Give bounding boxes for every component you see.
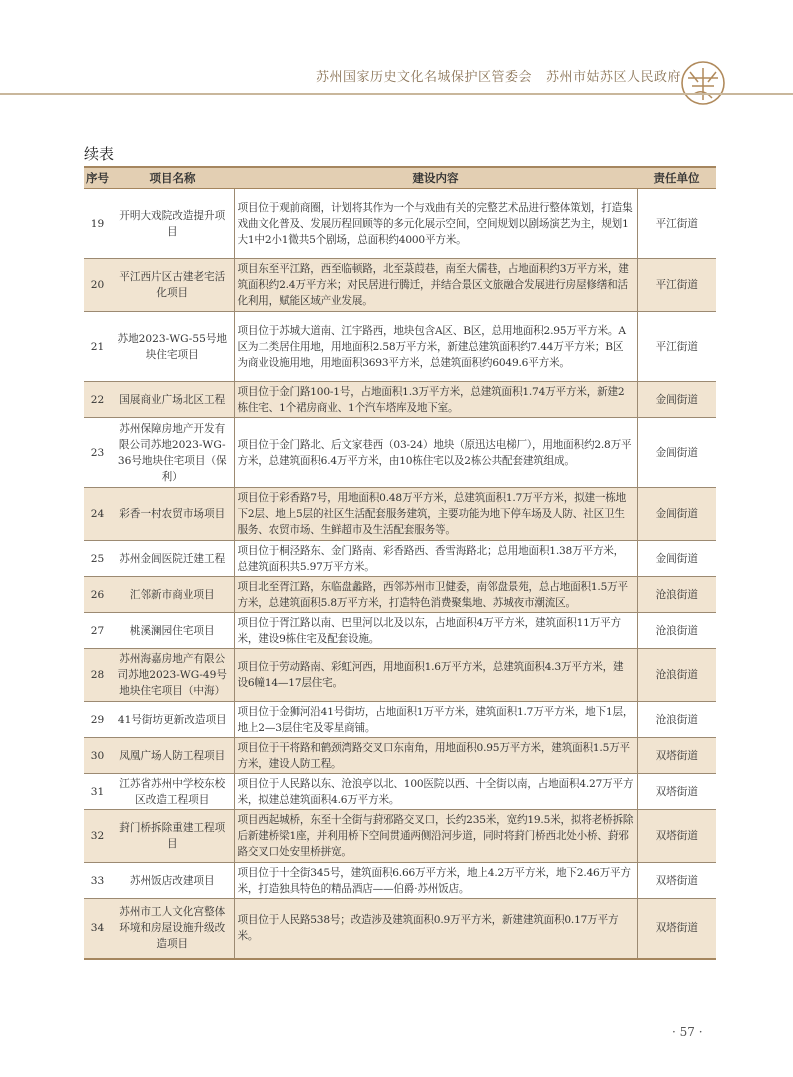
table-row bbox=[84, 382, 716, 418]
row-no: 28 bbox=[84, 649, 111, 702]
row-description: 项目位于金狮河沿41号街坊，占地面积1万平方米，建筑面积1.7万平方米，地下1层，地上2—3层住宅及零星商铺。 bbox=[234, 702, 637, 738]
row-description: 项目位于彩香路7号，用地面积0.48万平方米，总建筑面积1.7万平方米，拟建一栋地下2层、地上5层的社区生活配套服务建筑，主要功能为地下停车场及人防、社区卫生服务、农贸市场、生鲜超市及生活配套服务等。 bbox=[234, 488, 637, 541]
row-unit: 沧浪街道 bbox=[637, 702, 716, 738]
row-no: 30 bbox=[84, 738, 111, 774]
row-description: 项目位于人民路538号；改造涉及建筑面积0.9万平方米，新建建筑面积0.17万平方米。 bbox=[234, 899, 637, 959]
running-header bbox=[316, 66, 695, 85]
row-project-name: 汇邻新市商业项目 bbox=[111, 577, 234, 613]
row-no: 22 bbox=[84, 382, 111, 418]
row-project-name: 苏州饭店改建项目 bbox=[111, 863, 234, 899]
header-cell-content: 建设内容 bbox=[234, 167, 637, 189]
row-description: 项目东至平江路，西至临顿路，北至菉葭巷，南至大儒巷，占地面积约3万平方米，建筑面积约2.4万平方米；对民居进行腾迁，并结合景区文旅融合发展进行房屋修缮和活化利用，赋能区域产业发展。 bbox=[234, 259, 637, 312]
row-description: 项目位于金门路北、后文家巷西（03-24）地块（原迅达电梯厂），用地面积约2.8万平方米，总建筑面积6.4万平方米，由10栋住宅以及2栋公共配套建筑组成。 bbox=[234, 418, 637, 488]
row-description: 项目位于胥江路以南、巴里河以北及以东，占地面积4万平方米，建筑面积11万平方米，建设9栋住宅及配套设施。 bbox=[234, 613, 637, 649]
row-unit: 双塔街道 bbox=[637, 863, 716, 899]
row-unit: 金阊街道 bbox=[637, 382, 716, 418]
row-unit: 平江街道 bbox=[637, 189, 716, 259]
continued-label: 续表 bbox=[84, 145, 115, 163]
row-unit: 金阊街道 bbox=[637, 488, 716, 541]
row-project-name: 江苏省苏州中学校东校区改造工程项目 bbox=[111, 774, 234, 810]
row-no: 32 bbox=[84, 810, 111, 863]
row-project-name: 苏州海嘉房地产有限公司苏地2023-WG-49号地块住宅项目（中海） bbox=[111, 649, 234, 702]
row-no: 34 bbox=[84, 899, 111, 959]
row-description: 项目位于观前商圈，计划将其作为一个与戏曲有关的完整艺术品进行整体策划，打造集戏曲文化普及、发展历程回顾等的多元化展示空间，空间规划以剧场演艺为主，规划1大1中2小1微共5个剧场，总面积约4000平方米。 bbox=[234, 189, 637, 259]
table-row bbox=[84, 899, 716, 959]
row-unit: 双塔街道 bbox=[637, 899, 716, 959]
table-row bbox=[84, 488, 716, 541]
table-row bbox=[84, 613, 716, 649]
row-no: 26 bbox=[84, 577, 111, 613]
row-project-name: 苏州市工人文化宫整体环境和房屋设施升级改造项目 bbox=[111, 899, 234, 959]
row-description: 项目位于金门路100-1号，占地面积1.3万平方米，总建筑面积1.74万平方米，新建2栋住宅、1个裙房商业、1个汽车塔库及地下室。 bbox=[234, 382, 637, 418]
row-unit: 双塔街道 bbox=[637, 810, 716, 863]
table-row bbox=[84, 541, 716, 577]
header-org-2: 苏州市姑苏区人民政府 bbox=[546, 70, 682, 85]
table-row bbox=[84, 863, 716, 899]
row-project-name: 彩香一村农贸市场项目 bbox=[111, 488, 234, 541]
row-project-name: 国展商业广场北区工程 bbox=[111, 382, 234, 418]
table-row bbox=[84, 738, 716, 774]
page-number: · 57 · bbox=[672, 1025, 703, 1039]
row-no: 33 bbox=[84, 863, 111, 899]
row-no: 19 bbox=[84, 189, 111, 259]
row-project-name: 苏州金阊医院迁建工程 bbox=[111, 541, 234, 577]
table-row bbox=[84, 189, 716, 259]
header-cell-no: 序号 bbox=[84, 167, 111, 189]
row-description: 项目北至胥江路，东临盘蠡路，西邻苏州市卫健委，南邻盘景苑，总占地面积1.5万平方米，总建筑面积5.8万平方米，打造特色消费聚集地、苏城夜市潮流区。 bbox=[234, 577, 637, 613]
table-row bbox=[84, 649, 716, 702]
table-row bbox=[84, 774, 716, 810]
row-project-name: 苏州保障房地产开发有限公司苏地2023-WG-36号地块住宅项目（保利） bbox=[111, 418, 234, 488]
row-no: 21 bbox=[84, 312, 111, 382]
table-row bbox=[84, 312, 716, 382]
table-row bbox=[84, 259, 716, 312]
row-description: 项目位于干将路和鹤颈湾路交叉口东南角，用地面积0.95万平方米，建筑面积1.5万平方米，建设人防工程。 bbox=[234, 738, 637, 774]
row-unit: 平江街道 bbox=[637, 312, 716, 382]
row-unit: 双塔街道 bbox=[637, 774, 716, 810]
row-no: 25 bbox=[84, 541, 111, 577]
row-no: 31 bbox=[84, 774, 111, 810]
row-no: 20 bbox=[84, 259, 111, 312]
gusu-seal-logo bbox=[680, 60, 726, 106]
row-no: 24 bbox=[84, 488, 111, 541]
row-description: 项目位于十全街345号，建筑面积6.66万平方米，地上4.2万平方米，地下2.46万平方米，打造独具特色的精品酒店——伯爵·苏州饭店。 bbox=[234, 863, 637, 899]
row-unit: 金阊街道 bbox=[637, 541, 716, 577]
row-unit: 双塔街道 bbox=[637, 738, 716, 774]
row-no: 27 bbox=[84, 613, 111, 649]
row-unit: 沧浪街道 bbox=[637, 613, 716, 649]
project-table bbox=[84, 166, 716, 960]
row-project-name: 开明大戏院改造提升项目 bbox=[111, 189, 234, 259]
row-description: 项目位于人民路以东、沧浪亭以北、100医院以西、十全街以南，占地面积4.27万平方米，拟建总建筑面积4.6万平方米。 bbox=[234, 774, 637, 810]
row-description: 项目西起城桥，东至十全街与葑邪路交叉口，长约235米，宽约19.5米，拟将老桥拆除后新建桥梁1座，并利用桥下空间贯通两侧沿河步道，同时将葑门桥西北处小桥、葑邪路交叉口处安里桥拼宽。 bbox=[234, 810, 637, 863]
row-description: 项目位于桐泾路东、金门路南、彩香路西、香雪海路北；总用地面积1.38万平方米，总建筑面积共5.97万平方米。 bbox=[234, 541, 637, 577]
row-no: 29 bbox=[84, 702, 111, 738]
row-project-name: 41号街坊更新改造项目 bbox=[111, 702, 234, 738]
row-project-name: 凤凰广场人防工程项目 bbox=[111, 738, 234, 774]
row-unit: 沧浪街道 bbox=[637, 577, 716, 613]
table-row bbox=[84, 810, 716, 863]
header-cell-unit: 责任单位 bbox=[637, 167, 716, 189]
header-org-1: 苏州国家历史文化名城保护区管委会 bbox=[316, 70, 533, 85]
row-unit: 平江街道 bbox=[637, 259, 716, 312]
table-row bbox=[84, 702, 716, 738]
header-cell-name: 项目名称 bbox=[111, 167, 234, 189]
row-description: 项目位于劳动路南、彩虹河西，用地面积1.6万平方米，总建筑面积4.3万平方米，建设6幢14—17层住宅。 bbox=[234, 649, 637, 702]
row-no: 23 bbox=[84, 418, 111, 488]
row-unit: 金阊街道 bbox=[637, 418, 716, 488]
row-description: 项目位于苏城大道南、江宇路西，地块包含A区、B区，总用地面积2.95万平方米。A区为二类居住用地，用地面积2.58万平方米，新建总建筑面积约7.44万平方米；B区为商业设施用地，用地面积3693平方米，总建筑面积约6049.6平方米。 bbox=[234, 312, 637, 382]
table-header-row bbox=[84, 167, 716, 189]
row-project-name: 苏地2023-WG-55号地块住宅项目 bbox=[111, 312, 234, 382]
table-row bbox=[84, 418, 716, 488]
row-project-name: 平江西片区古建老宅活化项目 bbox=[111, 259, 234, 312]
row-project-name: 桃溪澜园住宅项目 bbox=[111, 613, 234, 649]
row-project-name: 葑门桥拆除重建工程项目 bbox=[111, 810, 234, 863]
row-unit: 沧浪街道 bbox=[637, 649, 716, 702]
header-rule bbox=[0, 93, 793, 95]
table-row bbox=[84, 577, 716, 613]
